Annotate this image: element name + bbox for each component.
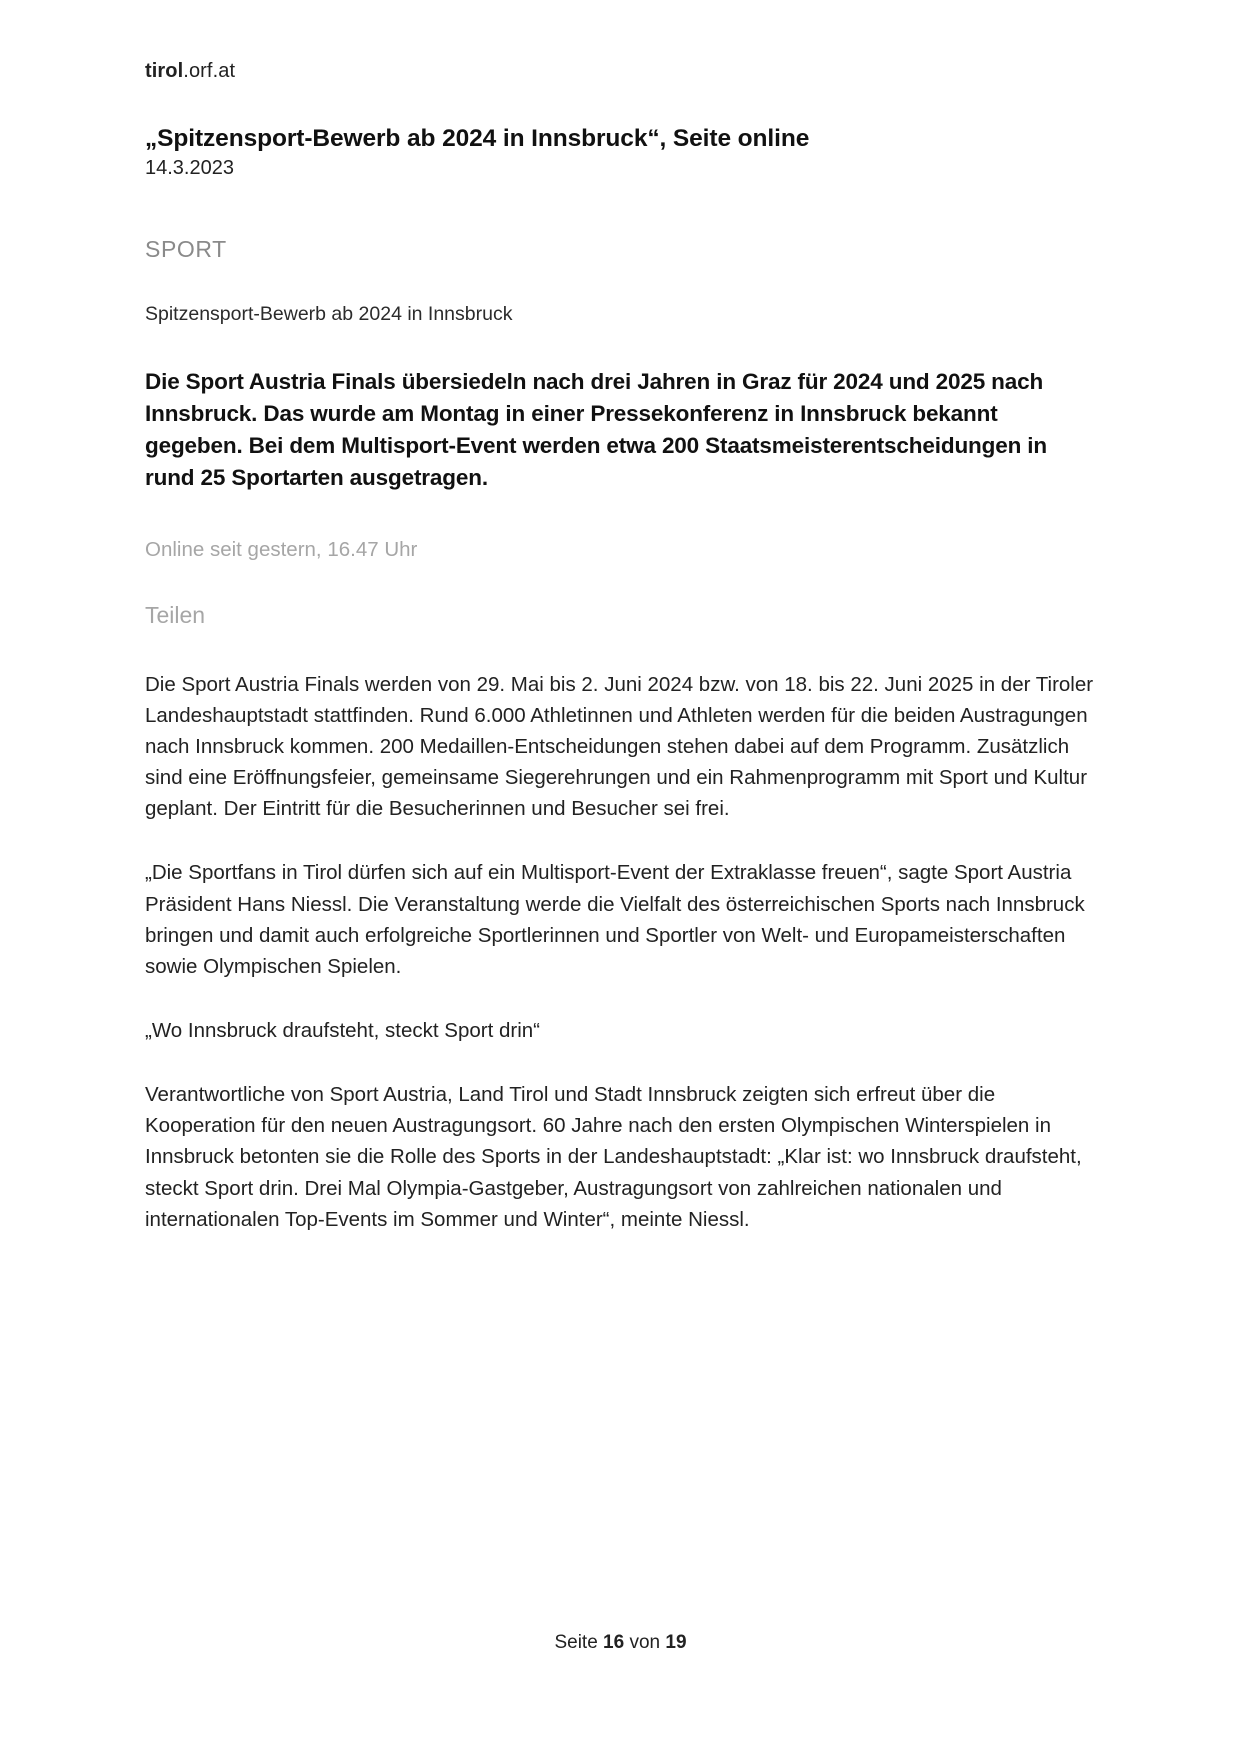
page-footer bbox=[0, 1632, 1241, 1654]
document-date: 14.3.2023 bbox=[145, 156, 234, 179]
source-site-name: tirol bbox=[145, 60, 184, 82]
article-paragraph: „Wo Innsbruck draufsteht, steckt Sport drin“ bbox=[145, 1019, 540, 1042]
article-timestamp: Online seit gestern, 16.47 Uhr bbox=[145, 537, 418, 561]
page-title: „Spitzensport-Bewerb ab 2024 in Innsbruck“, Seite online bbox=[145, 125, 810, 152]
article-paragraph: „Die Sportfans in Tirol dürfen sich auf ein Multisport-Event der Extraklasse freuen“, sagte Sport Austria Präsident Hans Niessl. Die Veranstaltung werde die Vielfalt des österreichischen Sports nach Innsbruck bringen und damit auch erfolgreiche Sportlerinnen und Sportler von Welt- und Europameisterschaften sowie Olympischen Spielen. bbox=[145, 861, 1085, 978]
footer-current-page: 16 bbox=[603, 1632, 625, 1653]
source-site-domain: .orf.at bbox=[183, 60, 236, 82]
footer-total-pages: 19 bbox=[665, 1632, 687, 1653]
article-kicker: SPORT bbox=[145, 235, 227, 262]
article-paragraph: Die Sport Austria Finals werden von 29. Mai bis 2. Juni 2024 bzw. von 18. bis 22. Juni 2025 in der Tiroler Landeshauptstadt stattfinden. Rund 6.000 Athletinnen und Athleten werden für die beiden Austragungen nach Innsbruck kommen. 200 Medaillen-Entscheidungen stehen dabei auf dem Programm. Zusätzlich sind eine Eröffnungsfeier, gemeinsame Siegerehrungen und ein Rahmenprogramm mit Sport und Kultur geplant. Der Eintritt für die Besucherinnen und Besucher sei frei. bbox=[145, 672, 1094, 821]
article-lead: Die Sport Austria Finals übersiedeln nach drei Jahren in Graz für 2024 und 2025 nach Innsbruck. Das wurde am Montag in einer Pressekonferenz in Innsbruck bekannt gegeben. Bei dem Multisport-Event werden etwa 200 Staatsmeisterentscheidungen in rund 25 Sportarten ausgetragen. bbox=[145, 368, 1047, 490]
footer-prefix: Seite bbox=[554, 1632, 598, 1653]
footer-middle: von bbox=[629, 1632, 661, 1653]
share-label[interactable]: Teilen bbox=[145, 601, 206, 628]
article-paragraph: Verantwortliche von Sport Austria, Land Tirol und Stadt Innsbruck zeigten sich erfreut über die Kooperation für den neuen Austragungsort. 60 Jahre nach den ersten Olympischen Winterspielen in Innsbruck betonten sie die Rolle des Sports in der Landeshauptstadt: „Klar ist: wo Innsbruck draufsteht, steckt Sport drin. Drei Mal Olympia-Gastgeber, Austragungsort von zahlreichen nationalen und internationalen Top-Events im Sommer und Winter“, meinte Niessl. bbox=[145, 1083, 1082, 1231]
source-site-label bbox=[145, 60, 1095, 83]
page-content bbox=[145, 60, 1095, 1268]
article-subheadline: Spitzensport-Bewerb ab 2024 in Innsbruck bbox=[145, 302, 513, 325]
